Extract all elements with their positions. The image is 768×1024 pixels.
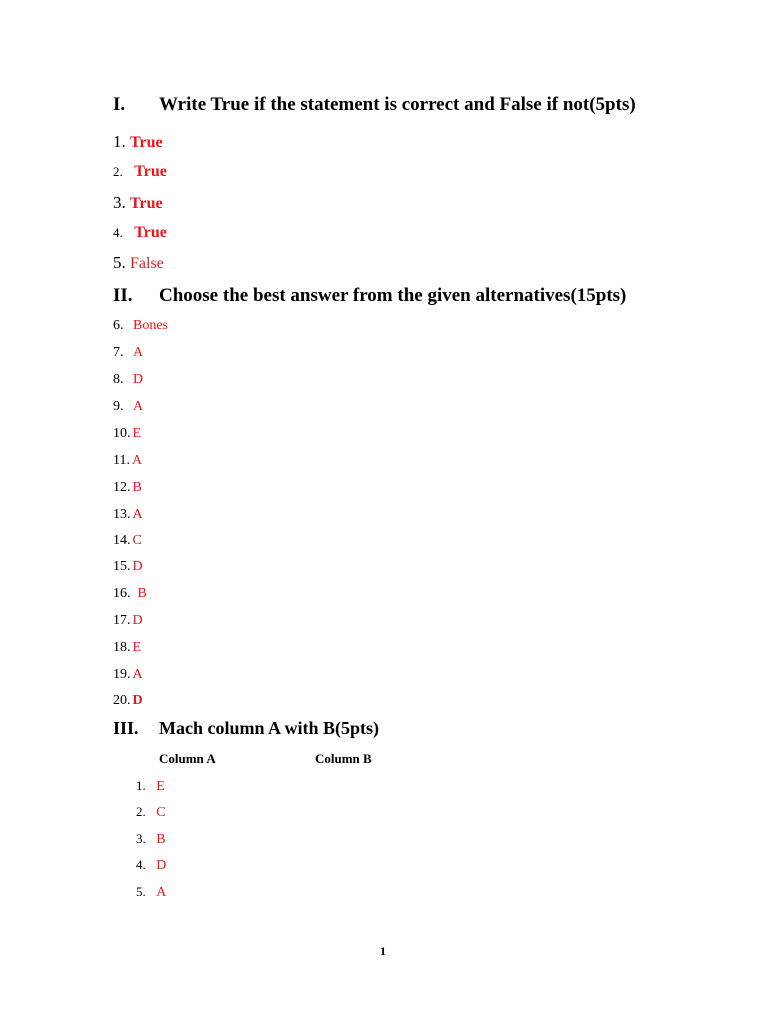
item-number: 9. (113, 399, 124, 414)
s2-item-16 (113, 586, 147, 602)
item-answer: A (133, 345, 144, 360)
s2-item-20 (113, 693, 143, 709)
item-number: 19. (113, 667, 131, 682)
item-answer: False (130, 255, 164, 272)
item-answer: A (156, 885, 167, 900)
item-answer: D (156, 858, 167, 873)
item-number: 4. (113, 225, 123, 240)
section-3-heading (113, 718, 713, 742)
item-answer: B (137, 586, 147, 601)
s2-item-6 (113, 318, 168, 334)
item-answer: C (156, 805, 166, 820)
s2-item-11 (113, 453, 142, 469)
item-number: 3. (113, 193, 126, 212)
section-1-numeral: I. (113, 94, 126, 115)
item-answer: E (132, 426, 142, 441)
item-answer: A (132, 667, 143, 682)
item-answer: True (134, 163, 167, 180)
item-number: 5. (136, 884, 146, 899)
s2-item-8 (113, 372, 143, 388)
item-number: 13. (113, 507, 131, 522)
s1-item-3 (113, 193, 163, 213)
section-3-numeral: III. (113, 718, 139, 738)
column-a-header: Column A (159, 751, 216, 766)
s1-item-1 (113, 132, 163, 152)
item-answer: D (132, 613, 143, 628)
s2-item-17 (113, 613, 143, 629)
item-answer: C (132, 533, 142, 548)
item-number: 5. (113, 253, 126, 272)
section-2-numeral: II. (113, 285, 133, 306)
s2-item-7 (113, 345, 143, 361)
item-number: 15. (113, 559, 131, 574)
item-answer: A (131, 453, 143, 468)
item-number: 7. (113, 345, 124, 360)
item-answer: E (156, 779, 165, 794)
item-number: 2. (136, 804, 146, 819)
section-1-title: Write True if the statement is correct and False if not(5pts) (159, 94, 636, 115)
s2-item-19 (113, 667, 143, 683)
item-answer: True (134, 224, 167, 241)
s2-item-12 (113, 480, 142, 496)
section-2-title: Choose the best answer from the given alternatives(15pts) (159, 285, 627, 306)
page-number: 1 (380, 944, 386, 958)
item-answer: A (132, 507, 143, 522)
item-number: 11. (113, 453, 130, 468)
item-answer: D (133, 372, 144, 387)
item-number: 1. (113, 132, 126, 151)
item-number: 3. (136, 831, 146, 846)
section-1-heading (113, 94, 713, 118)
item-answer: Bones (133, 318, 168, 333)
s3-item-5 (136, 884, 166, 901)
item-answer: D (132, 693, 143, 708)
item-answer: D (132, 559, 143, 574)
item-number: 20. (113, 693, 131, 708)
s3-item-4 (136, 857, 166, 874)
item-number: 17. (113, 613, 131, 628)
s3-item-2 (136, 804, 166, 821)
item-number: 6. (113, 318, 124, 333)
item-answer: True (130, 134, 163, 151)
item-number: 14. (113, 533, 131, 548)
column-b-header: Column B (315, 751, 372, 766)
s2-item-18 (113, 640, 141, 656)
s3-item-3 (136, 831, 166, 848)
item-answer: A (133, 399, 144, 414)
item-number: 4. (136, 857, 146, 872)
s2-item-9 (113, 399, 143, 415)
item-answer: B (156, 832, 166, 847)
item-answer: B (132, 480, 142, 495)
s2-item-10 (113, 426, 141, 442)
s2-item-13 (113, 507, 143, 523)
item-number: 18. (113, 640, 131, 655)
item-number: 10. (113, 426, 131, 441)
s2-item-15 (113, 559, 143, 575)
s1-item-2 (113, 163, 167, 181)
item-number: 2. (113, 164, 123, 179)
item-number: 12. (113, 480, 131, 495)
item-number: 8. (113, 372, 124, 387)
item-answer: E (132, 640, 142, 655)
s1-item-4 (113, 224, 167, 242)
item-answer: True (130, 195, 163, 212)
s2-item-14 (113, 533, 142, 549)
s1-item-5 (113, 253, 164, 273)
item-number: 1. (136, 778, 146, 793)
section-3-title: Mach column A with B(5pts) (159, 718, 380, 738)
s3-item-1 (136, 778, 165, 795)
section-2-heading (113, 285, 713, 309)
item-number: 16. (113, 586, 131, 601)
